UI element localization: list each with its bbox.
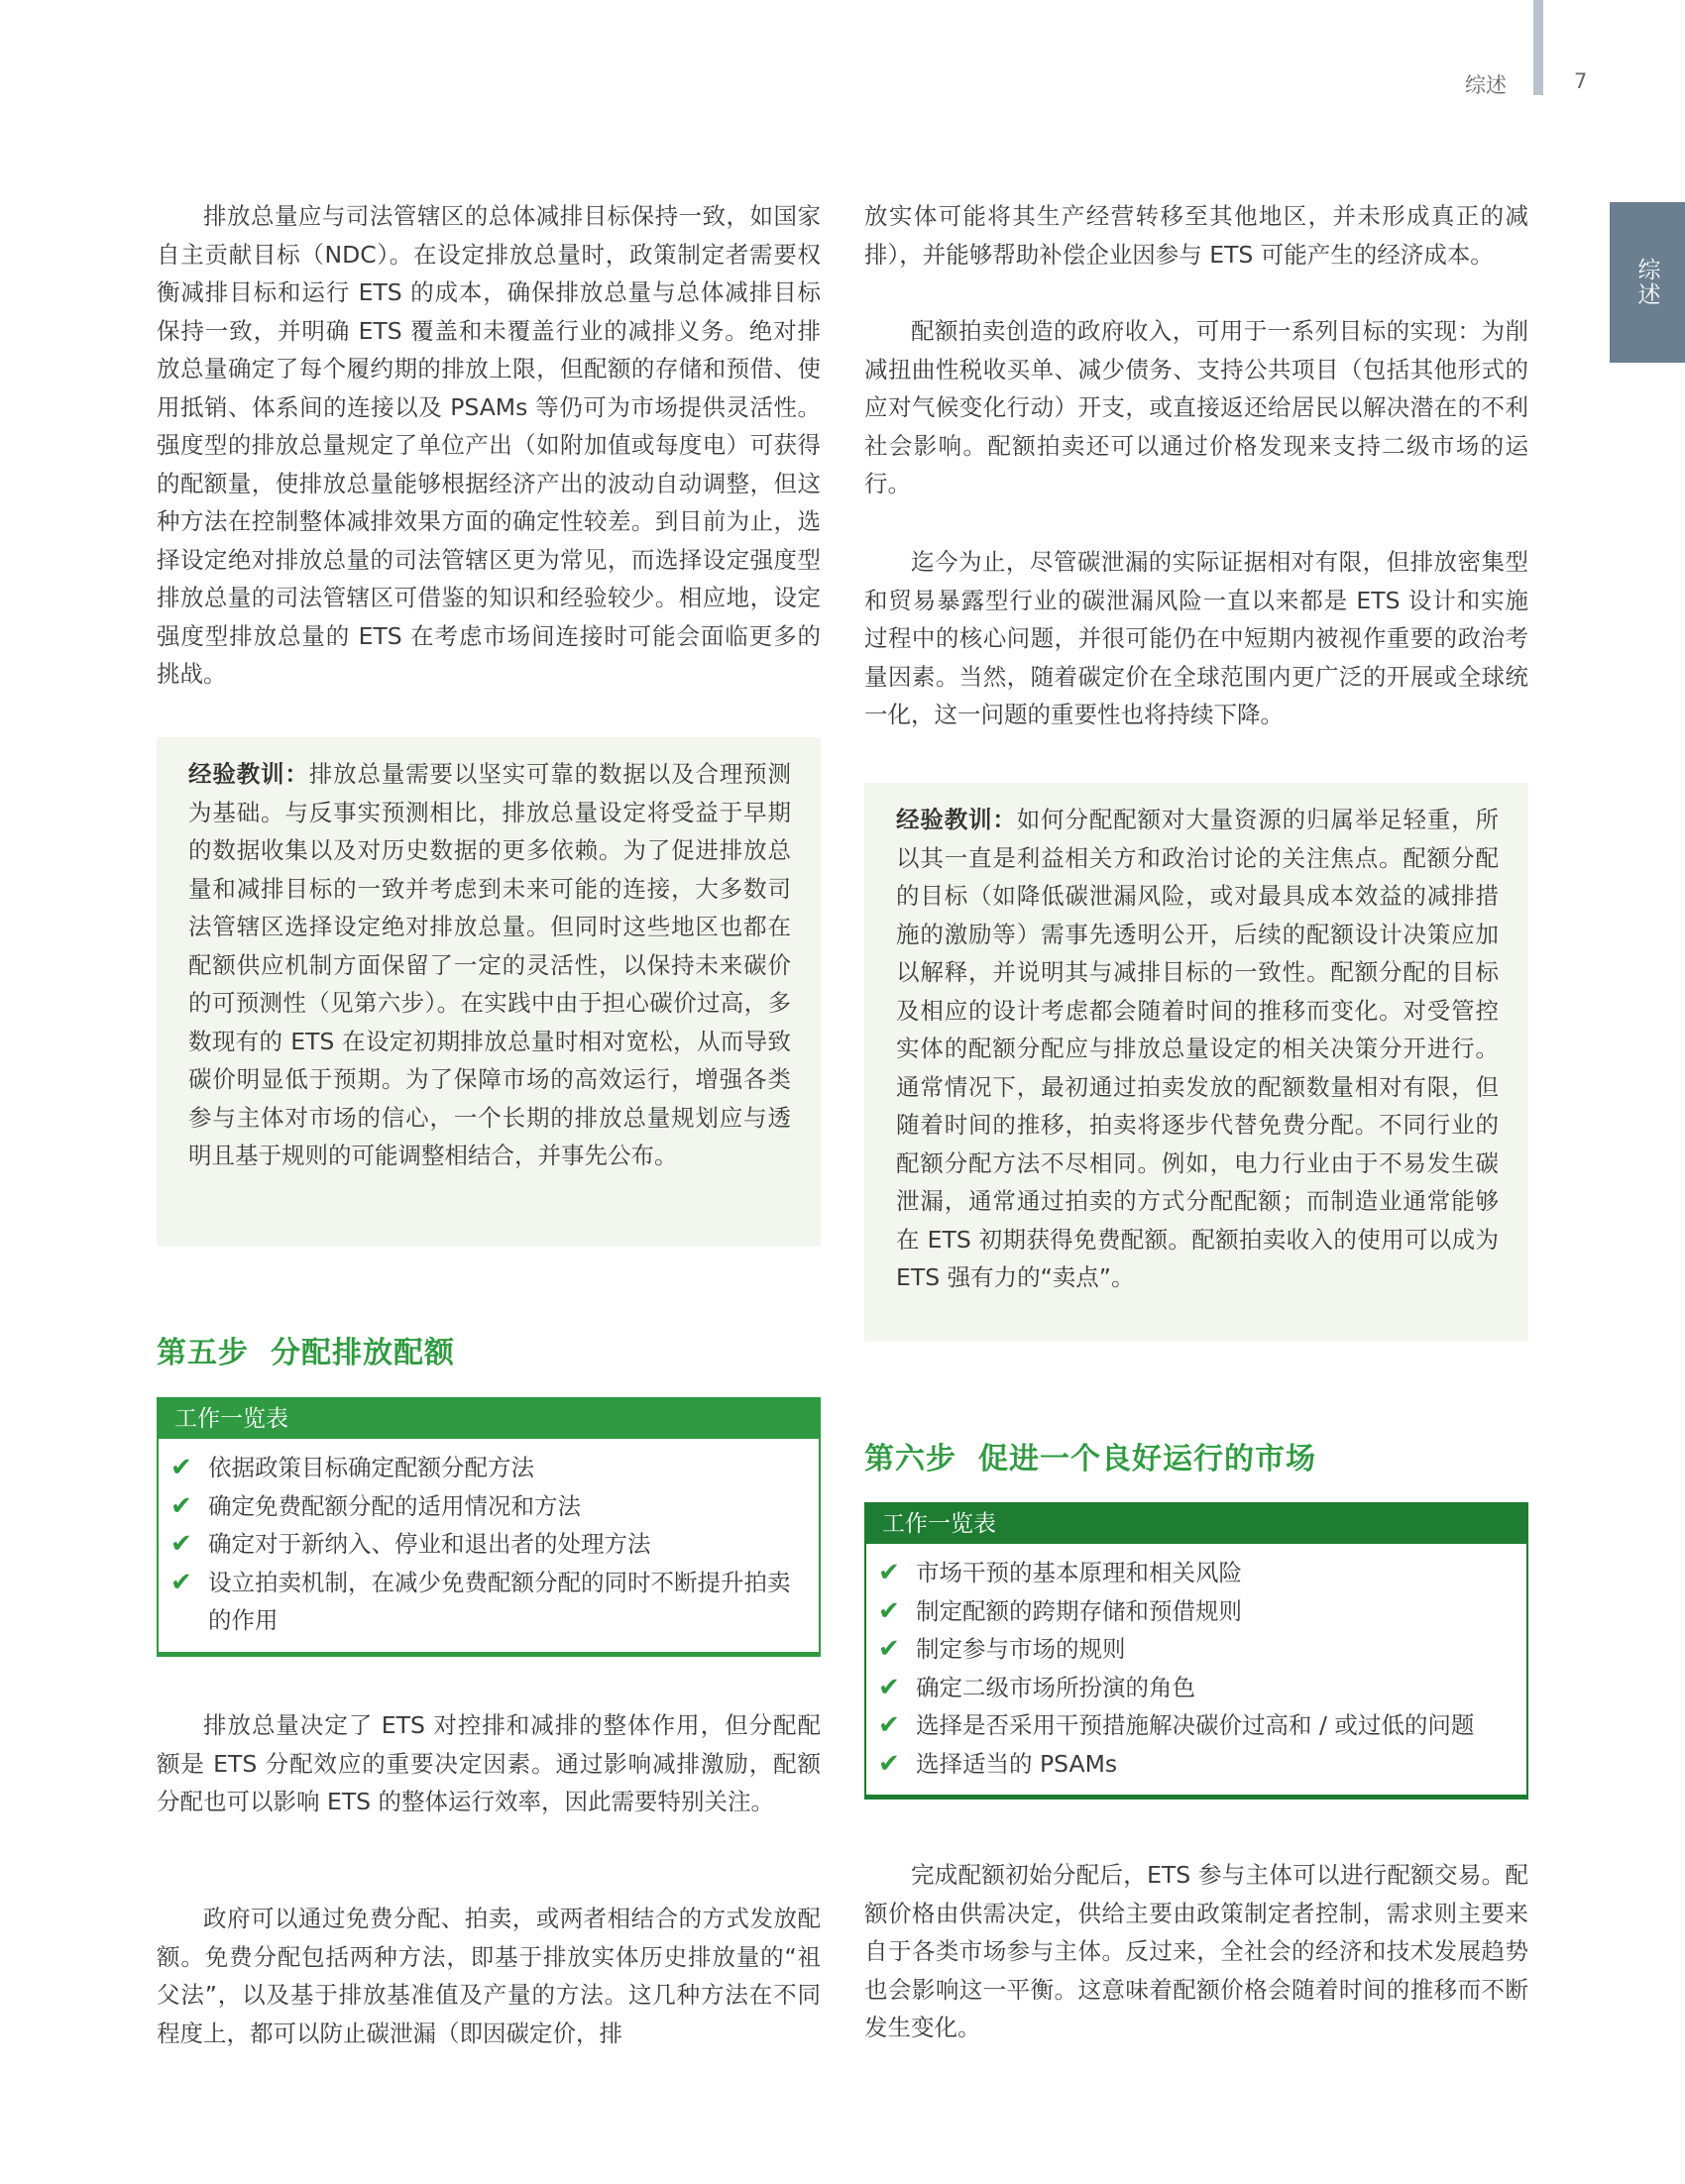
page-number: 7 xyxy=(1574,69,1588,93)
right-paragraph-1: 放实体可能将其生产经营转移至其他地区，并未形成真正的减排），并能够帮助补偿企业因参与 ETS 可能产生的经济成本。 xyxy=(864,202,1528,269)
side-tab xyxy=(1610,202,1685,363)
check-icon: ✔ xyxy=(878,1595,900,1626)
checklist-item: ✔ 选择适当的 PSAMs xyxy=(878,1745,1513,1784)
lesson-label: 经验教训： xyxy=(188,760,309,788)
step5-title: 分配排放配额 xyxy=(271,1336,455,1370)
check-icon: ✔ xyxy=(170,1567,192,1597)
right-lesson-text xyxy=(896,801,1499,1297)
right-lesson-box xyxy=(864,783,1528,1342)
checklist-header: 工作一览表 xyxy=(866,1504,1526,1544)
header-divider-bar xyxy=(1533,0,1543,95)
checklist-item: ✔ 市场干预的基本原理和相关风险 xyxy=(878,1554,1513,1592)
checklist-item: ✔ 确定二级市场所扮演的角色 xyxy=(878,1669,1513,1707)
left-paragraph-2: 排放总量决定了 ETS 对控排和减排的整体作用，但分配配额是 ETS 分配效应的重要决定因素。通过影响减排激励，配额分配也可以影响 ETS 的整体运行效率，因此需要特别关注。 xyxy=(157,1711,821,1815)
check-icon: ✔ xyxy=(878,1748,900,1779)
step6-checklist xyxy=(864,1502,1528,1800)
left-lesson-box xyxy=(157,737,821,1247)
step6-title: 促进一个良好运行的市场 xyxy=(978,1442,1316,1476)
check-icon: ✔ xyxy=(878,1634,900,1664)
right-paragraph-3: 迄今为止，尽管碳泄漏的实际证据相对有限，但排放密集型和贸易暴露型行业的碳泄漏风险一直以来都是 ETS 设计和实施过程中的核心问题，并很可能仍在中短期内被视作重要的政治考量因素。当然，随着碳定价在全球范围内更广泛的开展或全球统一化，这一问题的重要性也将持续下降。 xyxy=(864,548,1528,728)
left-lesson-text xyxy=(188,755,791,1175)
checklist-item: ✔ 依据政策目标确定配额分配方法 xyxy=(170,1449,805,1487)
check-icon: ✔ xyxy=(878,1710,900,1740)
header-section-title: 综述 xyxy=(1465,73,1507,97)
right-paragraph-2: 配额拍卖创造的政府收入，可用于一系列目标的实现：为削减扭曲性税收买单、减少债务、支持公共项目（包括其他形式的应对气候变化行动）开支，或直接返还给居民以解决潜在的不利社会影响。配额拍卖还可以通过价格发现来支持二级市场的运行。 xyxy=(864,317,1528,497)
side-tab-label: 综述 xyxy=(1633,258,1660,307)
checklist-item: ✔ 确定对于新纳入、停业和退出者的处理方法 xyxy=(170,1525,805,1564)
step6-number: 第六步 xyxy=(864,1442,956,1476)
checklist-item: ✔ 设立拍卖机制，在减少免费配额分配的同时不断提升拍卖的作用 xyxy=(170,1564,805,1640)
check-icon: ✔ xyxy=(878,1672,900,1702)
lesson-body: 排放总量需要以坚实可靠的数据以及合理预测为基础。与反事实预测相比，排放总量设定将受益于早期的数据收集以及对历史数据的更多依赖。为了促进排放总量和减排目标的一致并考虑到未来可能的连接，大多数司法管辖区选择设定绝对排放总量。但同时这些地区也都在配额供应机制方面保留了一定的灵活性，以保持未来碳价的可预测性（见第六步）。在实践中由于担心碳价过高，多数现有的 ETS 在设定初期排放总量时相对宽松，从而导致碳价明显低于预期。为了保障市场的高效运行，增强各类参与主体对市场的信心，一个长期的排放总量规划应与透明且基于规则的可能调整相结合，并事先公布。 xyxy=(188,760,792,1169)
lesson-label: 经验教训： xyxy=(896,806,1017,833)
left-paragraph-1: 排放总量应与司法管辖区的总体减排目标保持一致，如国家自主贡献目标（NDC）。在设定排放总量时，政策制定者需要权衡减排目标和运行 ETS 的成本，确保排放总量与总体减排目标保持一致，并明确 ETS 覆盖和未覆盖行业的减排义务。绝对排放总量确定了每个履约期的排放上限，但配额的存储和预借、使用抵销、体系间的连接以及 PSAMs 等仍可为市场提供灵活性。强度型的排放总量规定了单位产出（如附加值或每度电）可获得的配额量，使排放总量能够根据经济产出的波动自动调整，但这种方法在控制整体减排效果方面的确定性较差。到目前为止，选择设定绝对排放总量的司法管辖区更为常见，而选择设定强度型排放总量的司法管辖区可借鉴的知识和经验较少。相应地，设定强度型排放总量的 ETS 在考虑市场间连接时可能会面临更多的挑战。 xyxy=(157,202,821,688)
checklist-header: 工作一览表 xyxy=(159,1399,819,1439)
step5-checklist xyxy=(157,1397,821,1657)
checklist-item: ✔ 确定免费配额分配的适用情况和方法 xyxy=(170,1487,805,1526)
checklist-item: ✔ 制定参与市场的规则 xyxy=(878,1630,1513,1669)
check-icon: ✔ xyxy=(170,1490,192,1521)
check-icon: ✔ xyxy=(170,1529,192,1559)
lesson-body: 如何分配配额对大量资源的归属举足轻重，所以其一直是利益相关方和政治讨论的关注焦点。配额分配的目标（如降低碳泄漏风险，或对最具成本效益的减排措施的激励等）需事先透明公开，后续的配额设计决策应加以解释，并说明其与减排目标的一致性。配额分配的目标及相应的设计考虑都会随着时间的推移而变化。对受管控实体的配额分配应与排放总量设定的相关决策分开进行。通常情况下，最初通过拍卖发放的配额数量相对有限，但随着时间的推移，拍卖将逐步代替免费分配。不同行业的配额分配方法不尽相同。例如，电力行业由于不易发生碳泄漏，通常通过拍卖的方式分配配额；而制造业通常能够在 ETS 初期获得免费配额。配额拍卖收入的使用可以成为 ETS 强有力的“卖点”。 xyxy=(896,806,1500,1291)
check-icon: ✔ xyxy=(878,1558,900,1587)
right-paragraph-4: 完成配额初始分配后，ETS 参与主体可以进行配额交易。配额价格由供需决定，供给主要由政策制定者控制，需求则主要来自于各类市场参与主体。反过来，全社会的经济和技术发展趋势也会影响这一平衡。这意味着配额价格会随着时间的推移而不断发生变化。 xyxy=(864,1861,1528,2041)
checklist-item: ✔ 选择是否采用干预措施解决碳价过高和 / 或过低的问题 xyxy=(878,1706,1513,1745)
left-paragraph-3: 政府可以通过免费分配、拍卖，或两者相结合的方式发放配额。免费分配包括两种方法，即基于排放实体历史排放量的“祖父法”，以及基于排放基准值及产量的方法。这几种方法在不同程度上，都可以防止碳泄漏（即因碳定价，排 xyxy=(157,1905,821,2047)
step5-number: 第五步 xyxy=(157,1336,249,1370)
check-icon: ✔ xyxy=(170,1453,192,1482)
step6-heading xyxy=(864,1434,1316,1477)
step5-heading xyxy=(157,1328,455,1371)
checklist-item: ✔ 制定配额的跨期存储和预借规则 xyxy=(878,1592,1513,1631)
